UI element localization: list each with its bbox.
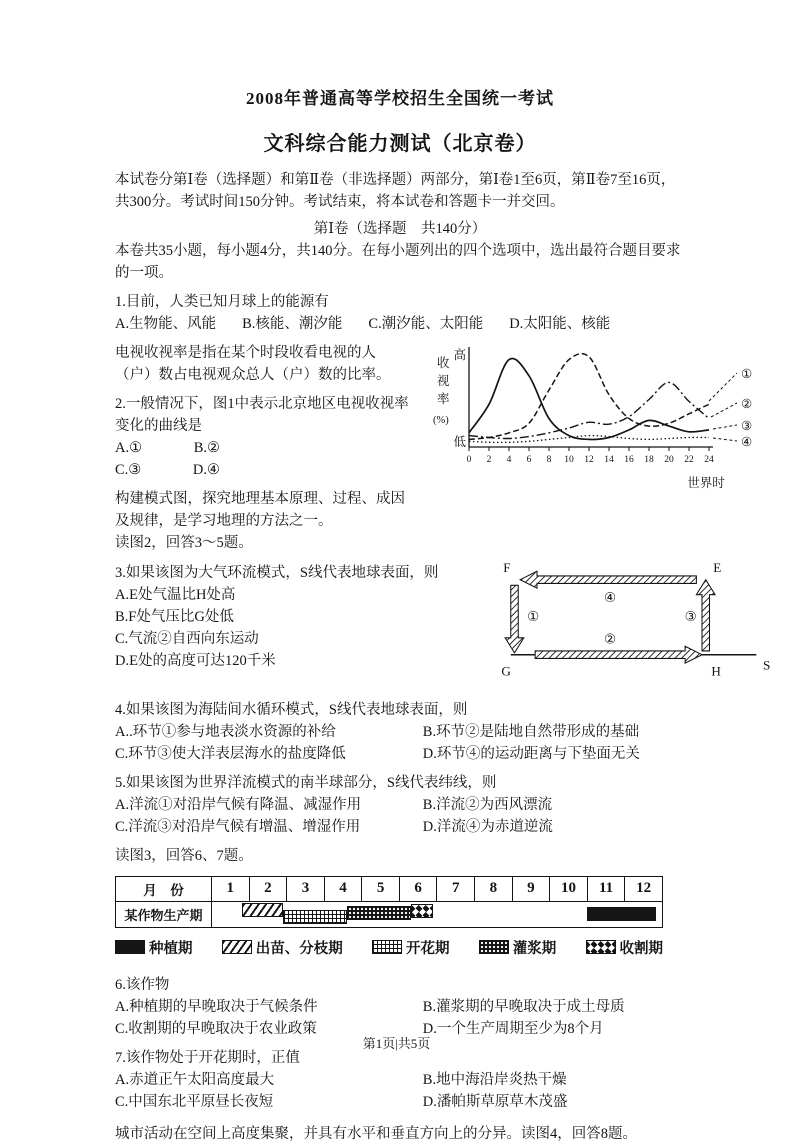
legend-label: 种植期: [149, 940, 193, 957]
svg-text:14: 14: [604, 455, 614, 466]
crop-legend: [115, 937, 663, 958]
figure1-tv-ratings-chart: [421, 335, 771, 498]
question-6-stem: 6.该作物: [115, 976, 170, 993]
page-subtitle: 文科综合能力测试（北京卷）: [263, 133, 537, 155]
arrow-right-upward: [696, 579, 715, 650]
section-title: 第Ⅰ卷（选择题 共140分）: [313, 221, 487, 238]
svg-text:22: 22: [684, 455, 694, 466]
question-1-stem: 1.目前，人类已知月球上的能源有: [115, 294, 329, 311]
legend-item: [222, 937, 343, 958]
question-7-stem: 7.该作物处于开花期时，正值: [115, 1049, 300, 1066]
legend-label: 开花期: [406, 940, 450, 957]
y-low-label: 低: [453, 435, 466, 450]
option: D.潘帕斯草原草木茂盛: [422, 1093, 568, 1110]
svg-text:4: 4: [506, 455, 512, 466]
arrow-number-4: ④: [604, 589, 617, 605]
intro-paragraph-2: 本卷共35小题，每小题4分，共140分。在每小题列出的四个选项中，选出最符合题目要求的一项。: [115, 243, 681, 282]
option: B.核能、潮汐能: [242, 316, 343, 333]
read-figure3-note: 读图3，回答6、7题。: [115, 847, 253, 864]
legend-label: 出苗、分枝期: [255, 940, 343, 957]
legend-item: [115, 937, 193, 958]
month-cell: 3: [287, 876, 325, 901]
arrow-number-2: ②: [604, 630, 617, 646]
question-2-stem: 2.一般情况下，图1中表示北京地区电视收视率变化的曲线是: [115, 396, 409, 435]
question-4-stem: 4.如果该图为海陆间水循环模式，S线代表地球表面，则: [115, 701, 468, 718]
legend-swatch: [586, 940, 616, 954]
crop-period-block: [283, 910, 347, 924]
crop-period-block: [347, 906, 411, 920]
crop-period-block: [242, 903, 283, 917]
option: D.一个生产周期至少为8个月: [422, 1020, 604, 1037]
svg-text:视: 视: [437, 374, 450, 389]
y-high-label: 高: [453, 348, 466, 363]
crop-bar: [212, 901, 663, 927]
option: D.E处的高度可达120千米: [115, 652, 276, 669]
x-axis-title: 世界时: [687, 476, 725, 491]
series-label-1: ①: [741, 367, 753, 382]
option: D.太阳能、核能: [509, 316, 611, 333]
crop-period-block: [411, 904, 434, 918]
intro-paragraph-1: 本试卷分第Ⅰ卷（选择题）和第Ⅱ卷（非选择题）两部分，第Ⅰ卷1至6页，第Ⅱ卷7至16页，共300分。考试时间150分钟。考试结束，将本试卷和答题卡一并交回。: [115, 172, 676, 211]
circulation-diagram-svg: [477, 557, 777, 683]
option: C.环节③使大洋表层海水的盐度降低: [115, 745, 346, 762]
month-cell: 12: [625, 876, 663, 901]
month-cell: 11: [587, 876, 625, 901]
legend-swatch: [222, 940, 252, 954]
series-label-4: ④: [741, 435, 753, 450]
series-label-2: ②: [741, 397, 753, 412]
month-cell: 4: [324, 876, 362, 901]
option: B.灌浆期的早晚取决于成土母质: [422, 998, 625, 1015]
option: C.收割期的早晚取决于农业政策: [115, 1020, 317, 1037]
crop-calendar-table: [115, 876, 663, 928]
corner-label-F: F: [503, 559, 511, 575]
label-S: S: [762, 657, 771, 673]
legend-item: [479, 937, 557, 958]
svg-text:率: 率: [437, 392, 450, 407]
month-cell: 2: [249, 876, 287, 901]
chart-curves: [469, 354, 709, 443]
month-cell: 6: [399, 876, 437, 901]
read-figure2-note: 读图2，回答3～5题。: [115, 535, 253, 552]
question-3-stem: 3.如果该图为大气环流模式，S线代表地球表面，则: [115, 564, 439, 581]
month-cell: 10: [550, 876, 588, 901]
legend-label: 收割期: [619, 940, 663, 957]
option: B.地中海沿岸炎热干燥: [422, 1071, 567, 1088]
tv-ratings-chart-svg: [421, 335, 771, 493]
corner-label-E: E: [713, 559, 722, 575]
month-cell: 8: [475, 876, 513, 901]
series-labels: [709, 367, 752, 449]
option: A.E处气温比H处高: [115, 586, 236, 603]
month-cell: 1: [212, 876, 250, 901]
svg-text:8: 8: [546, 455, 552, 466]
page-title: 2008年普通高等学校招生全国统一考试: [246, 89, 554, 108]
option: D.环节④的运动距离与下垫面无关: [422, 745, 640, 762]
crop-period-row: [116, 901, 663, 927]
svg-text:收: 收: [437, 356, 450, 371]
option: D.④: [192, 462, 221, 479]
option: A.洋流①对沿岸气候有降温、减湿作用: [115, 796, 362, 813]
legend-swatch: [479, 940, 509, 954]
arrow-number-1: ①: [527, 608, 540, 624]
option: A.赤道正午太阳高度最大: [115, 1071, 275, 1088]
svg-text:0: 0: [466, 455, 472, 466]
question-5-stem: 5.如果该图为世界洋流模式的南半球部分，S线代表纬线，则: [115, 774, 497, 791]
question-7-options: [115, 1069, 685, 1113]
figure2-circulation-diagram: [477, 557, 777, 688]
arrow-number-3: ③: [684, 608, 697, 624]
option: C.洋流③对沿岸气候有增温、增湿作用: [115, 818, 361, 835]
arrow-top-leftward: [520, 571, 696, 588]
corner-label-G: G: [501, 662, 511, 678]
svg-text:12: 12: [584, 455, 594, 466]
svg-text:(%): (%): [433, 415, 449, 427]
option: C.潮汐能、太阳能: [368, 316, 484, 333]
page-footer: 第1页|共5页: [362, 1036, 431, 1051]
question-5-options: [115, 794, 685, 838]
y-axis-label: [433, 355, 450, 426]
svg-text:6: 6: [526, 455, 532, 466]
crop-row-label: 某作物生产期: [116, 901, 212, 927]
legend-label: 灌浆期: [512, 940, 557, 957]
svg-text:2: 2: [486, 455, 492, 466]
option: C.③: [115, 462, 142, 479]
tv-rating-note: 电视收视率是指在某个时段收看电视的人（户）数占电视观众总人（户）数的比率。: [115, 345, 391, 384]
model-note: 构建模式图，探究地理基本原理、过程、成因及规律，是学习地理的方法之一。: [115, 491, 405, 530]
crop-months-row: [116, 876, 663, 901]
month-cell: 5: [362, 876, 400, 901]
svg-text:20: 20: [664, 455, 674, 466]
option: C.气流②自西向东运动: [115, 630, 259, 647]
crop-period-block: [587, 907, 656, 921]
month-header: 月 份: [116, 876, 212, 901]
option: D.洋流④为赤道逆流: [422, 818, 553, 835]
option: C.中国东北平原昼长夜短: [115, 1093, 274, 1110]
svg-text:16: 16: [624, 455, 634, 466]
svg-text:18: 18: [644, 455, 654, 466]
arrow-bottom-rightward: [535, 646, 702, 663]
question-1-options: [115, 313, 685, 335]
option: A..环节①参与地表淡水资源的补给: [115, 723, 336, 740]
legend-item: [372, 937, 450, 958]
month-cell: 7: [437, 876, 475, 901]
x-axis-ticks: [467, 447, 714, 465]
closing-paragraph: 城市活动在空间上高度集聚，并具有水平和垂直方向上的分异。读图4，回答8题。: [115, 1125, 637, 1142]
month-cell: 9: [512, 876, 550, 901]
legend-swatch: [115, 940, 145, 954]
option: B.②: [193, 440, 221, 457]
svg-text:24: 24: [704, 455, 714, 466]
corner-label-H: H: [711, 662, 721, 678]
option: A.①: [115, 440, 143, 457]
svg-text:10: 10: [564, 455, 574, 466]
option: A.生物能、风能: [115, 316, 217, 333]
arrow-left-downward: [505, 585, 524, 653]
series-label-3: ③: [741, 419, 753, 434]
option: A.种植期的早晚取决于气候条件: [115, 998, 318, 1015]
option: B.F处气压比G处低: [115, 608, 234, 625]
question-4-options: [115, 721, 685, 765]
legend-item: [586, 937, 664, 958]
legend-swatch: [372, 940, 402, 954]
option: B.环节②是陆地自然带形成的基础: [422, 723, 640, 740]
option: B.洋流②为西风漂流: [422, 796, 553, 813]
